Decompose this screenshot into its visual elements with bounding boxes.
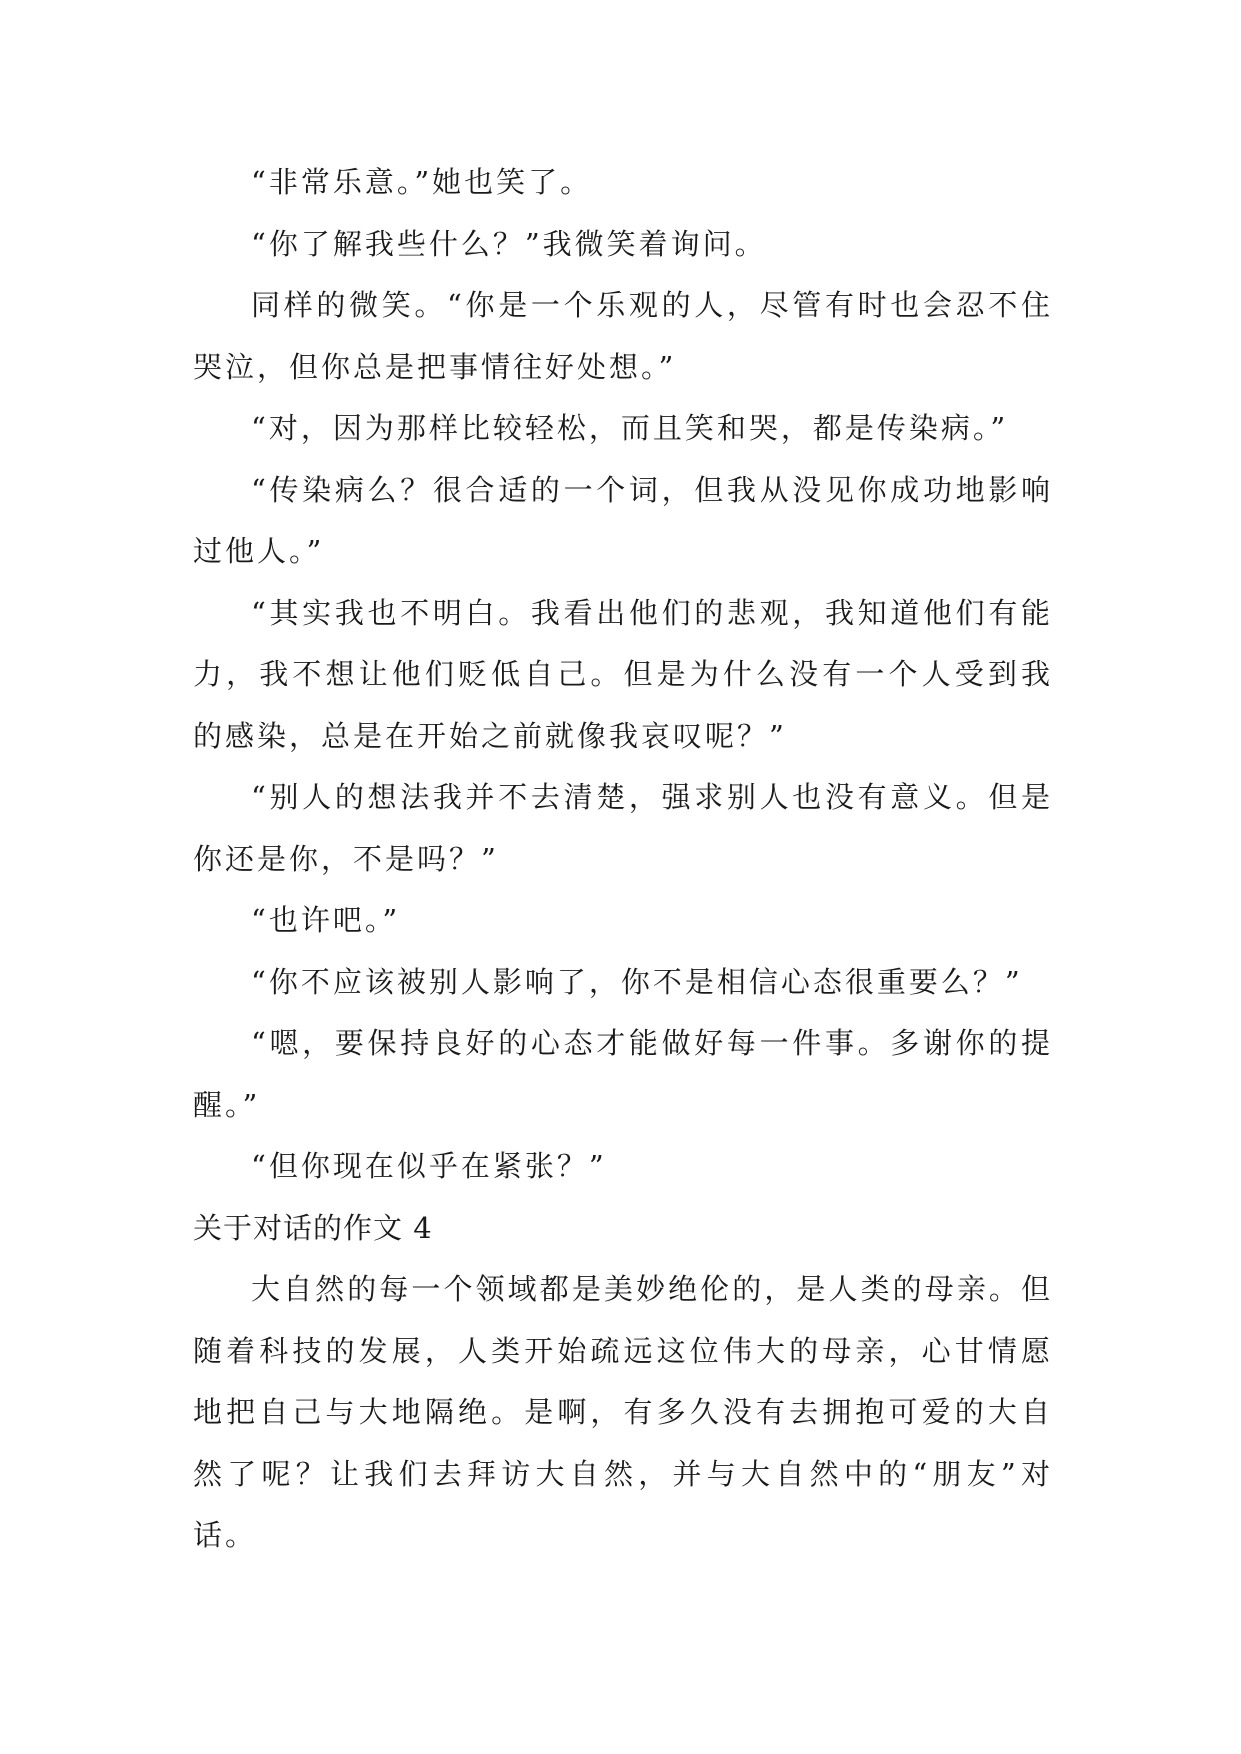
paragraph: “非常乐意。”她也笑了。 [251,165,593,199]
paragraph: “也许吧。” [251,903,401,937]
paragraph: “嗯，要保持良好的心态才能做好每一件事。多谢你的提醒。” [193,1026,1053,1122]
paragraph: “但你现在似乎在紧张？” [251,1149,607,1183]
paragraph: “对，因为那样比较轻松，而且笑和哭，都是传染病。” [251,411,1009,445]
paragraph: “别人的想法我并不去清楚，强求别人也没有意义。但是你还是你，不是吗？” [193,780,1053,876]
paragraph: “你不应该被别人影响了，你不是相信心态很重要么？” [251,964,1023,999]
paragraph: “传染病么？很合适的一个词，但我从没见你成功地影响过他人。” [193,472,1053,568]
paragraph: “其实我也不明白。我看出他们的悲观，我知道他们有能力，我不想让他们贬低自己。但是为什么没有一个人受到我的感染，总是在开始之前就像我哀叹呢？” [193,595,1053,753]
paragraph: 同样的微笑。“你是一个乐观的人，尽管有时也会忍不住哭泣，但你总是把事情往好处想。” [193,288,1053,384]
paragraph: “你了解我些什么？”我微笑着询问。 [251,226,767,261]
paragraph: 大自然的每一个领域都是美妙绝伦的，是人类的母亲。但随着科技的发展，人类开始疏远这位伟大的母亲，心甘情愿地把自己与大地隔绝。是啊，有多久没有去拥抱可爱的大自然了呢？让我们去拜访大自然，并与大自然中的“朋友”对话。 [193,1272,1053,1552]
document-page [193,152,1053,1567]
section-heading: 关于对话的作文 4 [193,1210,433,1245]
